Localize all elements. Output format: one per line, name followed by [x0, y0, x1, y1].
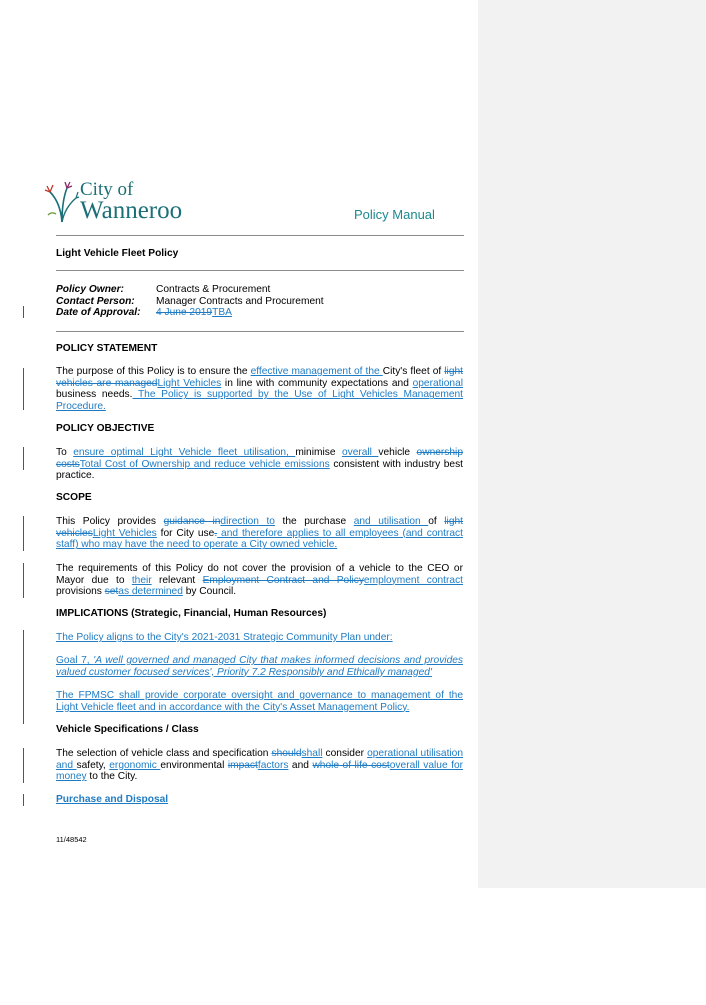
change-bar	[23, 630, 24, 724]
vehicle-spec-paragraph	[56, 748, 463, 783]
logo-text-city-of: City of	[80, 179, 134, 200]
text-run: of	[428, 516, 445, 527]
change-bar	[23, 447, 24, 470]
inserted-text: and therefore applies to all employees (and contract staff) who may have the need to operate a City owned vehicle.	[56, 527, 463, 551]
implications-paragraph-2	[56, 655, 463, 678]
change-bar	[23, 516, 24, 551]
change-bar	[23, 306, 24, 318]
document-reference: 11/48542	[56, 835, 87, 844]
meta-label: Policy Owner:	[56, 284, 124, 295]
city-logo	[44, 180, 194, 225]
policy-statement-paragraph	[56, 366, 463, 413]
meta-value	[156, 307, 232, 319]
text-run: by Council.	[182, 586, 237, 598]
text-run: This Policy provides	[56, 516, 164, 527]
deleted-text: impact	[227, 759, 258, 771]
meta-row-approval	[56, 307, 324, 319]
text-run: provisions	[56, 586, 105, 598]
change-bar	[23, 368, 24, 410]
meta-label: Contact Person:	[56, 295, 135, 307]
inserted-text: TBA	[212, 307, 232, 319]
deleted-text: whole of life cost	[312, 759, 390, 771]
manual-title: Policy Manual	[354, 207, 435, 222]
inserted-text: ensure optimal Light Vehicle fleet utilisation,	[73, 447, 296, 458]
deleted-text: light vehicles are managed	[56, 366, 463, 389]
deleted-text: .	[214, 527, 218, 539]
section-heading-scope: SCOPE	[56, 492, 92, 503]
deleted-text: ownership costs	[56, 447, 463, 470]
scope-paragraph-2	[56, 563, 463, 598]
change-bar	[23, 563, 24, 598]
implications-paragraph-3: The FPMSC shall provide corporate oversight and governance to management of the Light Vehicle fleet and in accordance with the City's Asset Management Policy.	[56, 690, 463, 713]
policy-meta	[56, 284, 324, 319]
plant-logo-icon	[44, 180, 80, 224]
policy-objective-paragraph	[56, 447, 463, 482]
inserted-text: employment contract	[363, 574, 463, 586]
divider	[56, 331, 464, 332]
change-bar	[23, 748, 24, 783]
text-run: relevant	[151, 574, 203, 586]
section-heading-implications: IMPLICATIONS (Strategic, Financial, Human Resources)	[56, 608, 327, 619]
text-run: to the City.	[86, 771, 138, 783]
text-run: safety,	[76, 759, 110, 771]
inserted-text: overall	[341, 447, 379, 458]
inserted-text: factors	[257, 759, 289, 771]
deleted-text: set	[104, 586, 119, 598]
inserted-text: 'A well governed and managed City that makes informed decisions and provides valued customer focused services', Priority 7.2 Responsibly and Ethically managed'	[56, 655, 463, 678]
inserted-text: The Policy is supported by the Use of Light Vehicles Management Procedure.	[56, 389, 463, 413]
inserted-text: shall	[301, 748, 323, 759]
inserted-text: operational utilisation and	[56, 748, 463, 771]
divider	[56, 270, 464, 271]
text-run: To	[56, 447, 74, 458]
inserted-text: as determined	[118, 586, 183, 598]
inserted-text: Light Vehicles	[157, 377, 222, 389]
text-run: vehicle	[378, 447, 417, 458]
comment-margin-pane	[478, 0, 706, 888]
text-run: the purchase	[274, 516, 354, 527]
section-heading-policy-objective: POLICY OBJECTIVE	[56, 423, 155, 434]
deleted-text: Employment Contract and Policy	[202, 574, 364, 586]
document-title: Light Vehicle Fleet Policy	[56, 248, 179, 259]
deleted-text: light vehicles	[56, 516, 463, 539]
inserted-text: and utilisation	[353, 516, 429, 527]
text-run: The selection of vehicle class and specification	[56, 748, 272, 759]
deleted-text: guidance in	[163, 516, 221, 527]
meta-row-contact	[56, 296, 324, 308]
text-run: consistent with industry best practice.	[56, 458, 464, 482]
inserted-text: Total Cost of Ownership and reduce vehicle emissions	[79, 458, 330, 470]
meta-label: Date of Approval:	[56, 307, 141, 319]
inserted-text: effective management of the	[250, 366, 383, 377]
divider	[56, 235, 464, 236]
inserted-text: Light Vehicles	[92, 527, 157, 539]
inserted-text: overall value for money	[56, 759, 464, 783]
logo-text-wanneroo: Wanneroo	[80, 197, 183, 224]
text-run: in line with community expectations and	[221, 377, 413, 389]
text-run: for City use	[156, 527, 215, 539]
text-run: environmental	[160, 759, 228, 771]
meta-row-owner	[56, 284, 324, 296]
text-run: City's fleet of	[382, 366, 445, 377]
text-run: The requirements of this Policy do not cover the provision of a vehicle to the CEO or Mayor due to	[56, 563, 463, 586]
text-run: The purpose of this Policy is to ensure the	[56, 366, 251, 377]
inserted-text: their	[131, 574, 152, 586]
inserted-text: operational	[412, 377, 464, 389]
section-heading-vehicle-spec: Vehicle Specifications / Class	[56, 724, 199, 735]
text-run: consider	[322, 748, 368, 759]
text-run: business needs.	[56, 389, 133, 401]
implications-paragraph-1: The Policy aligns to the City's 2021-2031 Strategic Community Plan under:	[56, 632, 393, 643]
meta-value: Manager Contracts and Procurement	[156, 295, 324, 307]
deleted-text: 4 June 2019	[156, 307, 213, 319]
section-heading-purchase-disposal: Purchase and Disposal	[56, 794, 169, 805]
inserted-text: ergonomic	[109, 759, 161, 771]
scope-paragraph-1	[56, 516, 463, 551]
deleted-text: should	[271, 748, 302, 759]
change-bar	[23, 794, 24, 806]
text-run: and	[288, 759, 313, 771]
inserted-text: direction to	[220, 516, 275, 527]
inserted-text: Goal 7,	[56, 655, 94, 666]
text-run: minimise	[295, 447, 342, 458]
section-heading-policy-statement: POLICY STATEMENT	[56, 343, 158, 354]
meta-value: Contracts & Procurement	[156, 284, 271, 295]
